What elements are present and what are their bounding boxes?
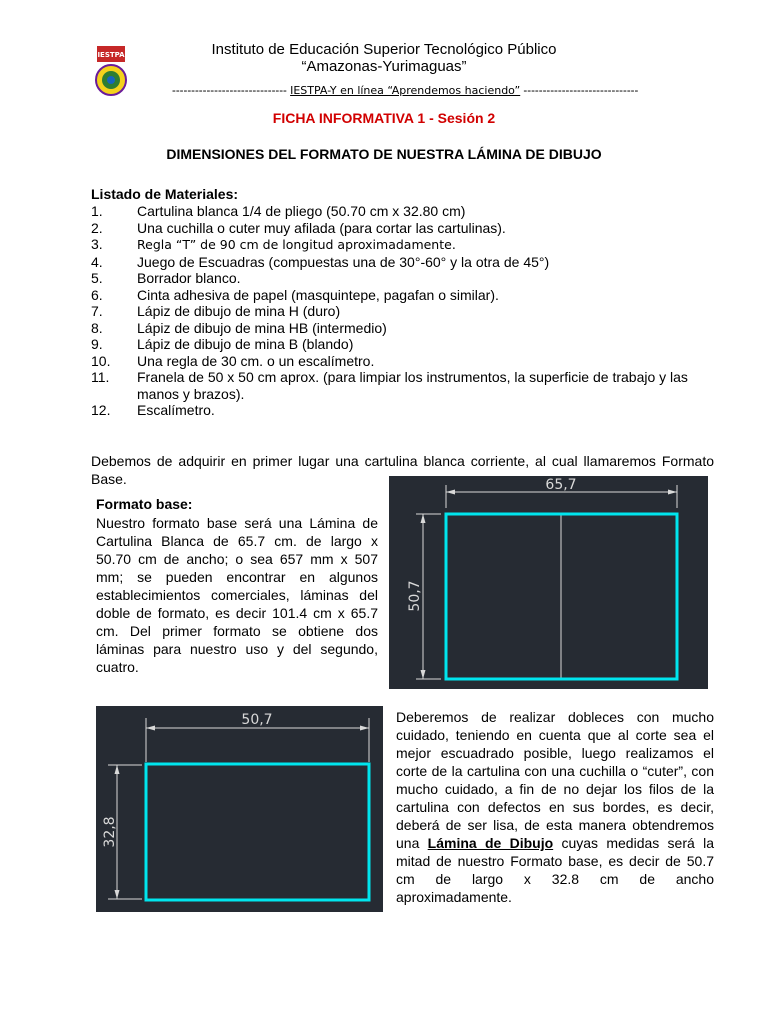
width-label: 50,7 [241,712,273,728]
item-text: Juego de Escuadras (compuestas una de 30°-60° y la otra de 45°) [137,253,550,270]
lamina-figure [96,706,383,912]
tagline-row [172,84,638,97]
height-label: 50,7 [407,580,423,612]
arrow-head [446,490,455,495]
item-number: 6. [91,286,103,303]
tagline-dashes-left: ------------------------------ [172,85,287,97]
list-item [91,402,716,419]
materials-heading: Listado de Materiales: [91,186,239,202]
intro-paragraph: Debemos de adquirir en primer lugar una cartulina blanca corriente, al cual llamaremos Formato Base. [91,453,714,487]
item-text: Lápiz de dibujo de mina H (duro) [137,303,341,319]
item-text: Cinta adhesiva de papel (masquintepe, pagafan o similar). [137,286,499,303]
item-number: 3. [91,236,103,252]
lamina-drawing [96,706,383,912]
item-text: Escalímetro. [137,402,215,418]
item-text: Lápiz de dibujo de mina B (blando) [137,336,354,352]
item-number: 7. [91,303,103,319]
arrow-head [421,514,426,523]
item-text: Una regla de 30 cm. o un escalímetro. [137,352,375,369]
institution-name: Instituto de Educación Superior Tecnológico Público [211,41,557,58]
item-number: 5. [91,270,103,286]
list-item [91,203,716,220]
cutting-paragraph [396,708,714,906]
item-number: 9. [91,336,103,352]
arrow-head [668,490,677,495]
arrow-head [146,726,155,731]
list-item [91,287,716,304]
item-number: 8. [91,319,103,336]
formato-base-heading: Formato base: [96,496,193,512]
list-item [91,320,716,337]
list-item [91,353,716,370]
height-label: 32,8 [102,816,118,848]
cutting-text-before: Deberemos de realizar dobleces con mucho cuidado, teniendo en cuenta que al corte sea el mejor escuadrado posible, luego realizamos el corte de la cartulina con una cuchilla o “cuter”, con mucho cuidado, a fin de no dejar los filos de la cartulina con defectos en sus bordes, es decir, deberá de ser lisa, de esta manera obtendremos una [396,709,714,851]
item-number: 10. [91,352,111,369]
item-text: Lápiz de dibujo de mina HB (intermedio) [137,319,387,336]
sheet-outline [146,764,369,900]
item-text: Franela de 50 x 50 cm aprox. (para limpiar los instrumentos, la superficie de trabajo y las manos y brazos). [137,369,688,402]
item-number: 12. [91,402,111,418]
institution-location: “Amazonas-Yurimaguas” [301,58,467,75]
materials-list [91,203,716,419]
item-text: Borrador blanco. [137,270,241,286]
arrow-head [360,726,369,731]
list-item [91,236,716,254]
logo-text: IESTPA [97,51,125,59]
ficha-label: FICHA INFORMATIVA 1 - Sesión 2 [272,110,496,126]
arrow-head [115,765,120,774]
item-number: 2. [91,219,103,236]
item-number: 4. [91,253,103,270]
cutting-text-after: cuyas medidas será la mitad de nuestro Formato base, es decir de 50.7 cm de largo x 32.8 cm de ancho aproximadamente. [396,835,714,905]
tagline-dashes-right: ------------------------------ [523,85,639,97]
document-title: DIMENSIONES DEL FORMATO DE NUESTRA LÁMINA DE DIBUJO [166,146,602,162]
list-item [91,220,716,237]
item-number: 11. [91,369,110,385]
list-item [91,270,716,287]
formato-base-drawing [389,476,708,689]
formato-base-figure [389,476,708,689]
formato-base-paragraph: Nuestro formato base será una Lámina de Cartulina Blanca de 65.7 cm. de largo x 50.70 cm de ancho; o sea 657 mm x 507 mm; se pueden encontrar en algunos establecimientos comerciales, láminas del doble de formato, es decir 101.4 cm x 65.7 cm. Del primer formato se obtiene dos láminas para nuestro uso y del segundo, cuatro. [96,515,378,675]
list-item [91,369,716,402]
item-number: 1. [91,203,103,219]
arrow-head [421,670,426,679]
item-text: Regla “T” de 90 cm de longitud aproximadamente. [137,237,456,252]
item-text: Una cuchilla o cuter muy afilada (para cortar las cartulinas). [137,219,506,236]
item-text: Cartulina blanca 1/4 de pliego (50.70 cm x 32.80 cm) [137,203,466,219]
tagline: IESTPA-Y en línea “Aprendemos haciendo” [290,84,521,97]
list-item [91,303,716,320]
list-item [91,336,716,353]
width-label: 65,7 [545,477,577,493]
list-item [91,254,716,271]
lamina-de-dibujo-term: Lámina de Dibujo [427,835,554,851]
arrow-head [115,890,120,899]
